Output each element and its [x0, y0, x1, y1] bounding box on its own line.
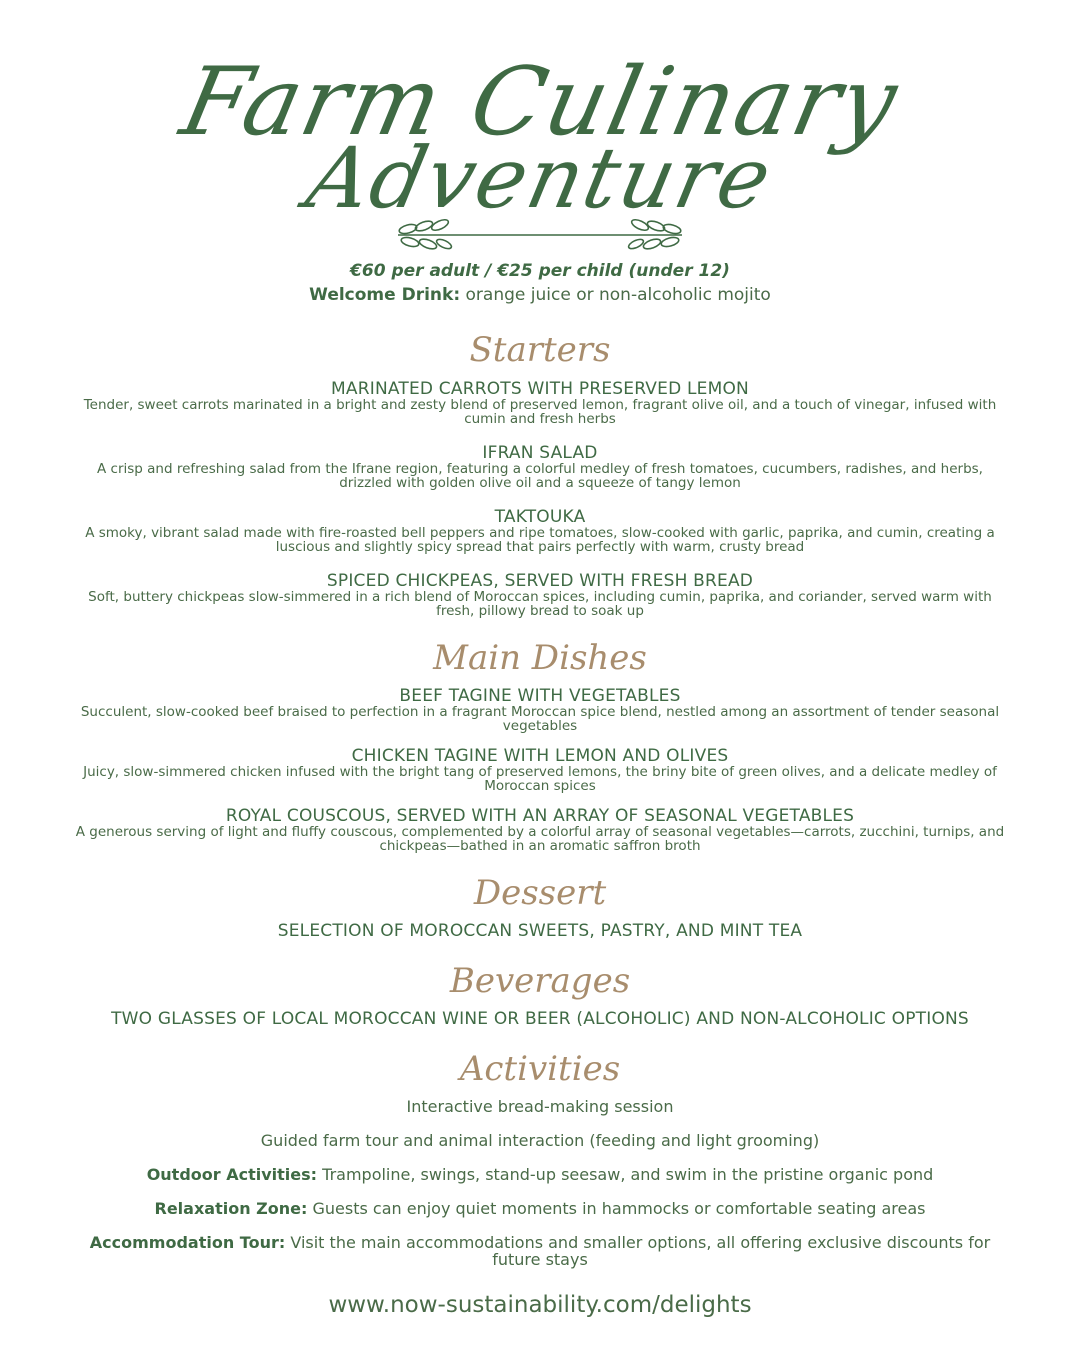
menu-item [70, 444, 1010, 490]
menu-item [70, 380, 1010, 426]
activity-text: Visit the main accommodations and smaller options, all offering exclusive discounts for future stays [290, 1233, 991, 1269]
menu-item [70, 508, 1010, 554]
menu-item [70, 687, 1010, 733]
section-heading-main-dishes: Main Dishes [433, 638, 647, 678]
page-title-line-2: Adventure [298, 129, 782, 227]
menu-item-name: CHICKEN TAGINE WITH LEMON AND OLIVES [351, 746, 729, 766]
activity-item [70, 1098, 1010, 1115]
menu-item-name: SPICED CHICKPEAS, SERVED WITH FRESH BREAD [326, 571, 754, 591]
activity-label: Outdoor Activities: [146, 1165, 318, 1184]
pricing-text: €60 per adult / €25 per child (under 12) [350, 261, 730, 281]
section-heading-dessert: Dessert [473, 873, 607, 913]
menu-item-name: MARINATED CARROTS WITH PRESERVED LEMON [331, 379, 749, 399]
section-heading-starters: Starters [469, 330, 611, 370]
activity-text: Interactive bread-making session [406, 1097, 674, 1116]
welcome-drink-text: orange juice or non-alcoholic mojito [465, 285, 771, 305]
welcome-drink-label: Welcome Drink: [309, 285, 461, 305]
menu-item-name: TAKTOUKA [494, 507, 586, 527]
menu-item-name: ROYAL COUSCOUS, SERVED WITH AN ARRAY OF SEASONAL VEGETABLES [225, 806, 855, 826]
menu-item-description: A smoky, vibrant salad made with fire-roasted bell peppers and ripe tomatoes, slow-cooked with garlic, paprika, and cumin, creating a luscious and slightly spicy spread that pairs perfectly with warm, crusty bread [85, 525, 995, 555]
beverages-text: TWO GLASSES OF LOCAL MOROCCAN WINE OR BEER (ALCOHOLIC) AND NON-ALCOHOLIC OPTIONS [111, 1009, 969, 1029]
menu-item-description: Juicy, slow-simmered chicken infused with the bright tang of preserved lemons, the briny bite of green olives, and a delicate medley of Moroccan spices [83, 764, 997, 794]
menu-item-description: A generous serving of light and fluffy couscous, complemented by a colorful array of seasonal vegetables—carrots, zucchini, turnips, and chickpeas—bathed in an aromatic saffron broth [75, 824, 1005, 854]
page-title-line-1: Farm Culinary [172, 48, 908, 157]
menu-item-description: A crisp and refreshing salad from the Ifrane region, featuring a colorful medley of fresh tomatoes, cucumbers, radishes, and herbs, drizzled with golden olive oil and a squeeze of tangy lemon [97, 461, 983, 491]
activity-item [70, 1234, 1010, 1268]
dessert-text: SELECTION OF MOROCCAN SWEETS, PASTRY, AND MINT TEA [277, 921, 803, 941]
activity-text: Trampoline, swings, stand-up seesaw, and swim in the pristine organic pond [322, 1165, 934, 1184]
activity-label: Relaxation Zone: [154, 1199, 308, 1218]
activity-label: Accommodation Tour: [89, 1233, 286, 1252]
activity-text: Guests can enjoy quiet moments in hammocks or comfortable seating areas [312, 1199, 926, 1218]
activity-item [70, 1132, 1010, 1149]
menu-item [70, 747, 1010, 793]
leaf-divider-icon [390, 212, 690, 256]
menu-item-description: Succulent, slow-cooked beef braised to perfection in a fragrant Moroccan spice blend, nestled among an assortment of tender seasonal vegetables [80, 704, 1000, 734]
menu-item [70, 572, 1010, 618]
activity-text: Guided farm tour and animal interaction (feeding and light grooming) [260, 1131, 820, 1150]
activity-item [70, 1200, 1010, 1217]
menu-item-name: IFRAN SALAD [482, 443, 598, 463]
website-link[interactable]: www.now-sustainability.com/delights [328, 1292, 752, 1318]
menu-item [70, 807, 1010, 853]
welcome-drink [60, 285, 1020, 305]
menu-item-description: Tender, sweet carrots marinated in a bright and zesty blend of preserved lemon, fragrant olive oil, and a touch of vinegar, infused with cumin and fresh herbs [83, 397, 997, 427]
menu-item-description: Soft, buttery chickpeas slow-simmered in a rich blend of Moroccan spices, including cumin, paprika, and coriander, served warm with fresh, pillowy bread to soak up [88, 589, 992, 619]
activity-item [70, 1166, 1010, 1183]
section-heading-activities: Activities [459, 1049, 621, 1089]
section-heading-beverages: Beverages [449, 961, 631, 1001]
menu-item-name: BEEF TAGINE WITH VEGETABLES [399, 686, 681, 706]
